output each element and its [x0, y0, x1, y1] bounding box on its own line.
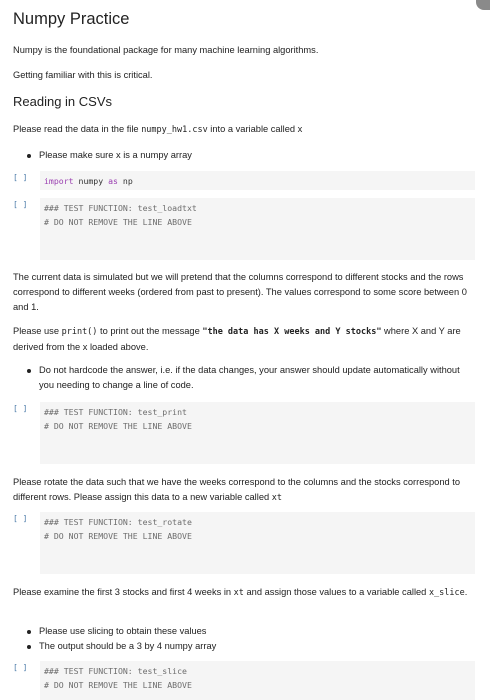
cell-prompt[interactable]: [ ]	[13, 173, 28, 182]
code-cell-import[interactable]	[13, 171, 475, 191]
cell-prompt[interactable]: [ ]	[13, 514, 28, 523]
section-heading: Reading in CSVs	[13, 94, 112, 109]
filename-code: numpy_hw1.csv	[141, 125, 208, 135]
print-instruction: Please use print() to print out the message "the data has X weeks and Y stocks" where X and Y are derived from the x loaded above.	[13, 326, 461, 352]
code-cell-rotate[interactable]	[13, 512, 475, 574]
page-title: Numpy Practice	[13, 10, 130, 28]
code-editor[interactable]: ### TEST FUNCTION: test_slice # DO NOT REMOVE THE LINE ABOVE	[40, 661, 475, 700]
code-cell-loadtxt[interactable]	[13, 198, 475, 260]
list-item: Please make sure x is a numpy array	[13, 148, 475, 163]
code-editor[interactable]: import numpy as np	[40, 171, 475, 190]
rotate-instruction: Please rotate the data such that we have the weeks correspond to the columns and the stocks correspond to different rows. Please assign this data to a new variable called xt	[13, 477, 461, 503]
intro-text-1: Numpy is the foundational package for many machine learning algorithms.	[13, 45, 319, 55]
read-bullets	[13, 148, 475, 163]
print-bullets	[13, 363, 475, 393]
scrollbar-thumb[interactable]	[476, 0, 490, 10]
code-editor[interactable]: ### TEST FUNCTION: test_loadtxt # DO NOT REMOVE THE LINE ABOVE	[40, 198, 475, 260]
slice-bullets	[13, 624, 475, 654]
code-editor[interactable]: ### TEST FUNCTION: test_print # DO NOT REMOVE THE LINE ABOVE	[40, 402, 475, 464]
slice-instruction: Please examine the first 3 stocks and first 4 weeks in xt and assign those values to a variable called x_slice.	[13, 587, 468, 598]
read-instruction: Please read the data in the file numpy_hw1.csv into a variable called x	[13, 124, 303, 135]
cell-prompt[interactable]: [ ]	[13, 404, 28, 413]
code-editor[interactable]: ### TEST FUNCTION: test_rotate # DO NOT REMOVE THE LINE ABOVE	[40, 512, 475, 574]
intro-text-2: Getting familiar with this is critical.	[13, 70, 153, 80]
simulated-description: The current data is simulated but we will pretend that the columns correspond to different stocks and the rows correspond to different weeks (ordered from past to present). The values correspond to some score between 0 and 1.	[13, 272, 467, 312]
code-cell-print[interactable]	[13, 402, 475, 464]
cell-prompt[interactable]: [ ]	[13, 200, 28, 209]
cell-prompt[interactable]: [ ]	[13, 663, 28, 672]
list-item: Do not hardcode the answer, i.e. if the data changes, your answer should update automatically without you needing to change a line of code.	[13, 363, 475, 393]
list-item: The output should be a 3 by 4 numpy array	[13, 639, 475, 654]
code-cell-slice[interactable]	[13, 661, 475, 700]
list-item: Please use slicing to obtain these values	[13, 624, 475, 639]
